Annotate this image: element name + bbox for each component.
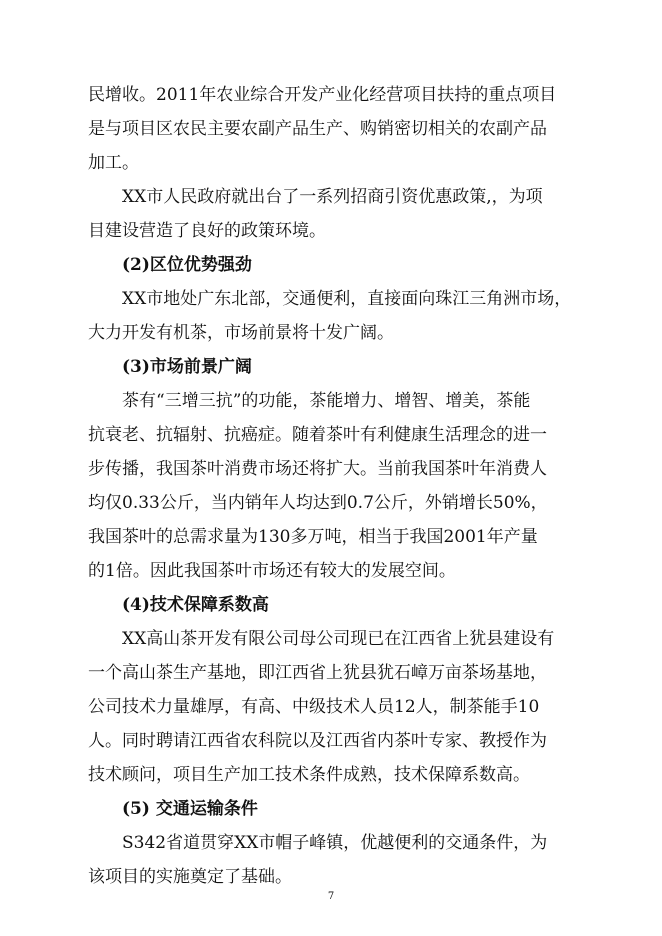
paragraph-line: 我国茶叶的总需求量为130多万吨，相当于我国2001年产量 [88, 527, 538, 547]
paragraph-line: XX市地处广东北部，交通便利，直接面向珠江三角洲市场， [122, 289, 572, 309]
paragraph-line: S342省道贯穿XX市帽子峰镇，优越便利的交通条件，为 [122, 833, 548, 853]
paragraph-line: 该项目的实施奠定了基础。 [88, 867, 292, 887]
paragraph-line: 目建设营造了良好的政策环境。 [88, 221, 326, 241]
paragraph-line: 的1倍。因此我国茶叶市场还有较大的发展空间。 [88, 561, 456, 581]
paragraph-line: 人。同时聘请江西省农科院以及江西省内茶叶专家、教授作为 [88, 731, 547, 751]
paragraph-line: 加工。 [88, 153, 139, 173]
paragraph-line: 大力开发有机茶，市场前景将十发广阔。 [88, 323, 394, 343]
section-heading: (5) 交通运输条件 [122, 799, 258, 819]
paragraph-line: XX市人民政府就出台了一系列招商引资优惠政策,，为项 [122, 187, 543, 207]
paragraph-line: 一个高山茶生产基地，即江西省上犹县犹石嶂万亩茶场基地， [88, 663, 547, 683]
paragraph-line: 步传播，我国茶叶消费市场还将扩大。当前我国茶叶年消费人 [88, 459, 547, 479]
section-heading: (2)区位优势强劲 [122, 255, 252, 275]
paragraph-line: XX高山茶开发有限公司母公司现已在江西省上犹县建设有 [122, 629, 555, 649]
paragraph-line: 均仅0.33公斤，当内销年人均达到0.7公斤，外销增长50%， [88, 493, 548, 513]
paragraph-line: 是与项目区农民主要农副产品生产、购销密切相关的农副产品 [88, 119, 547, 139]
page-number: 7 [327, 891, 335, 902]
paragraph-line: 茶有“三增三抗”的功能，茶能增力、增智、增美，茶能 [122, 391, 531, 411]
paragraph-line: 公司技术力量雄厚，有高、中级技术人员12人，制茶能手10 [88, 697, 540, 717]
paragraph-line: 民增收。2011年农业综合开发产业化经营项目扶持的重点项目 [88, 85, 557, 105]
section-heading: (3)市场前景广阔 [122, 357, 252, 377]
paragraph-line: 抗衰老、抗辐射、抗癌症。随着茶叶有利健康生活理念的进一 [88, 425, 547, 445]
paragraph-line: 技术顾问，项目生产加工技术条件成熟，技术保障系数高。 [88, 765, 530, 785]
section-heading: (4)技术保障系数高 [122, 595, 269, 615]
